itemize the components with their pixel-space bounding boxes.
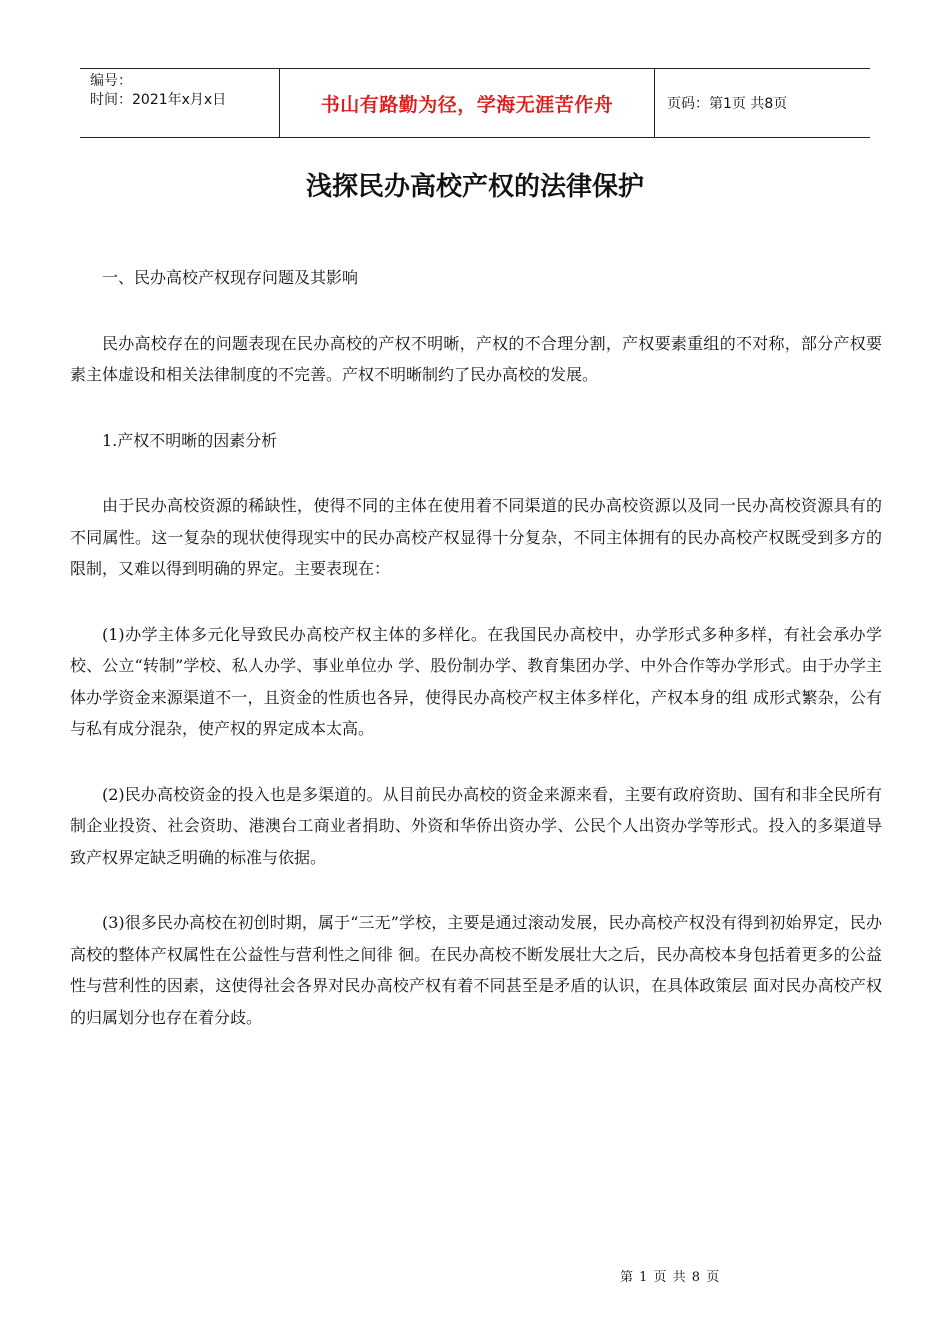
paragraph: (3)很多民办高校在初创时期，属于“三无”学校，主要是通过滚动发展，民办高校产权没有得到初始界定，民办高校的整体产权属性在公益性与营利性之间徘 徊。在民办高校不断发展壮大之后，民办高校本身包括着更多的公益性与营利性的因素，这使得社会各界对民办高校产权有着不同甚至是矛盾的认识，在具体政策层 面对民办高校产权的归属划分也存在着分歧。 [70,913,882,1027]
paragraph: (1)办学主体多元化导致民办高校产权主体的多样化。在我国民办高校中，办学形式多种多样，有社会承办学校、公立“转制”学校、私人办学、事业单位办 学、股份制办学、教育集团办学、中外合作等办学形式。由于办学主体办学资金来源渠道不一，且资金的性质也各异，使得民办高校产权主体多样化，产权本身的组 成形式繁杂，公有与私有成分混杂，使产权的界定成本太高。 [70,624,882,738]
header-page-info: 页码：第1页 共8页 [667,96,788,112]
document-title: 浅探民办高校产权的法律保护 [305,172,644,202]
number-label: 编号： [90,73,132,89]
subsection-heading: 1.产权不明晰的因素分析 [102,430,278,450]
document-body [70,262,882,1067]
date-label: 时间：2021年x月x日 [90,92,227,108]
paragraph: 由于民办高校资源的稀缺性，使得不同的主体在使用着不同渠道的民办高校资源以及同一民办高校资源具有的不同属性。这一复杂的现状使得现实中的民办高校产权显得十分复杂，不同主体拥有的民办高校产权既受到多方的限制，又难以得到明确的界定。主要表现在： [70,496,882,578]
header-left-cell [80,69,280,137]
paragraph: (2)民办高校资金的投入也是多渠道的。从目前民办高校的资金来源来看，主要有政府资助、国有和非全民所有制企业投资、社会资助、港澳台工商业者捐助、外资和华侨出资办学、公民个人出资办学等形式。投入的多渠道导致产权界定缺乏明确的标准与依据。 [70,784,882,867]
header-table [80,68,870,138]
paragraph: 民办高校存在的问题表现在民办高校的产权不明晰，产权的不合理分割，产权要素重组的不对称，部分产权要素主体虚设和相关法律制度的不完善。产权不明晰制约了民办高校的发展。 [70,333,882,384]
section-heading: 一、民办高校产权现存问题及其影响 [102,268,359,287]
page-footer: 第 1 页 共 8 页 [620,1270,721,1285]
header-motto: 书山有路勤为径，学海无涯苦作舟 [280,69,655,137]
